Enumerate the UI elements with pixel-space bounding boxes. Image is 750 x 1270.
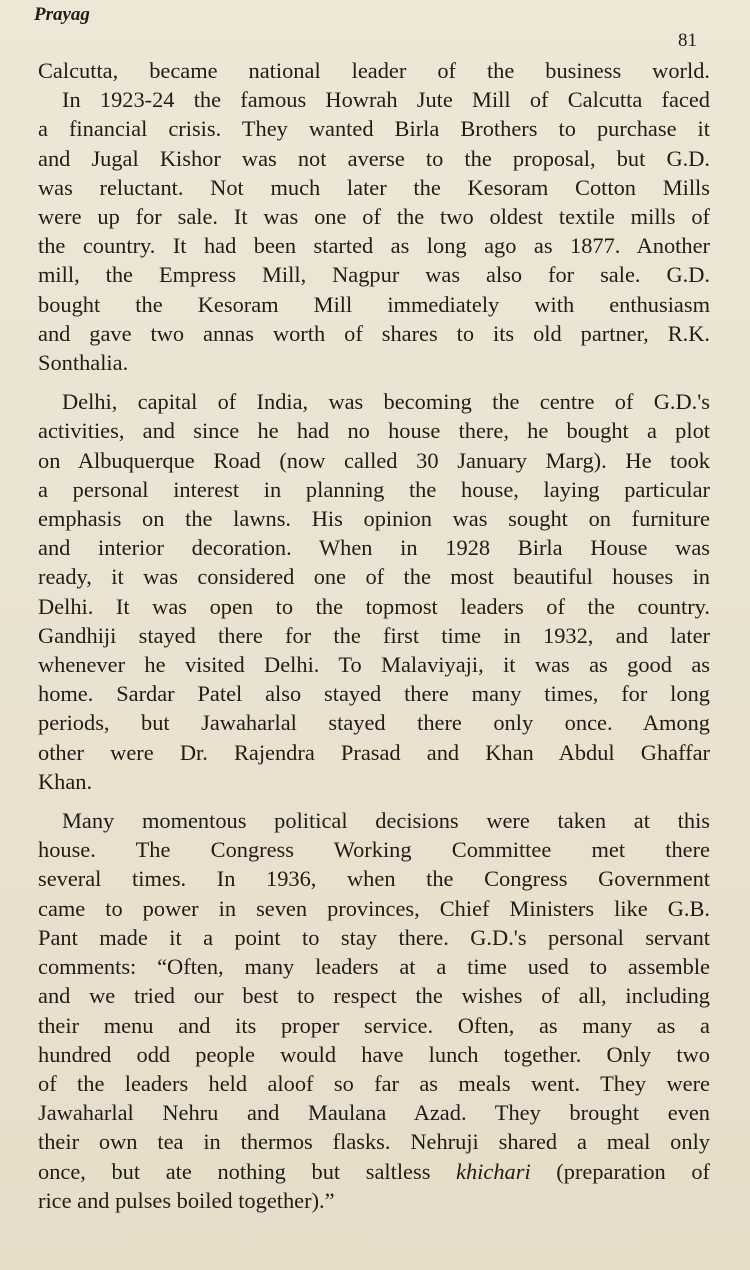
text-line: comments: “Often, many leaders at a time used to assemble [38,954,710,980]
text-line: Many momentous political decisions were taken at this [62,808,710,834]
text-line: their menu and its proper service. Often, as many as a [38,1012,710,1038]
text-line: and we tried our best to respect the wishes of all, including [38,983,710,1009]
text-line: a financial crisis. They wanted Birla Brothers to purchase it [38,116,710,142]
text-line: mill, the Empress Mill, Nagpur was also for sale. G.D. [38,262,710,288]
text-line: and interior decoration. When in 1928 Birla House was [38,535,710,561]
text-line: were up for sale. It was one of the two oldest textile mills of [38,204,710,230]
text-line: Jawaharlal Nehru and Maulana Azad. They brought even [38,1100,710,1126]
text-line: Calcutta, became national leader of the business world. [38,58,710,83]
text-line: came to power in seven provinces, Chief Ministers like G.B. [38,895,710,921]
page-number: 81 [678,30,697,51]
text-line: Khan. [38,768,93,794]
text-line: Sonthalia. [38,350,129,376]
text-line: other were Dr. Rajendra Prasad and Khan Abdul Ghaffar [38,739,710,765]
text-line: once, but ate nothing but saltless khichari (preparation of [38,1158,710,1184]
text-line: bought the Kesoram Mill immediately with enthusiasm [38,291,710,317]
text-line: rice and pulses boiled together).” [38,1187,335,1213]
text-line: several times. In 1936, when the Congress Government [38,866,710,892]
running-head: Prayag [34,4,90,25]
paragraph-1 [38,56,710,377]
text-line: house. The Congress Working Committee met there [38,837,710,863]
text-line: Gandhiji stayed there for the first time in 1932, and later [38,622,710,648]
text-line: periods, but Jawaharlal stayed there only once. Among [38,710,710,736]
text-line: Delhi, capital of India, was becoming the centre of G.D.'s [62,389,710,415]
text-line: home. Sardar Patel also stayed there many times, for long [38,681,710,707]
body-text [38,56,710,1215]
text-line: Delhi. It was open to the topmost leaders of the country. [38,593,710,619]
text-line: on Albuquerque Road (now called 30 January Marg). He took [38,447,710,473]
text-line: hundred odd people would have lunch together. Only two [38,1041,710,1067]
text-line: their own tea in thermos flasks. Nehruji shared a meal only [38,1129,710,1155]
text-line: was reluctant. Not much later the Kesoram Cotton Mills [38,174,710,200]
text-line: of the leaders held aloof so far as meals went. They were [38,1070,710,1096]
text-line: whenever he visited Delhi. To Malaviyaji, it was as good as [38,652,710,678]
text-line: Pant made it a point to stay there. G.D.'s personal servant [38,924,710,950]
text-line: the country. It had been started as long ago as 1877. Another [38,233,710,259]
text-line: and gave two annas worth of shares to its old partner, R.K. [38,320,710,346]
paragraph-2 [38,387,710,796]
text-line: a personal interest in planning the house, laying particular [38,476,710,502]
text-line: activities, and since he had no house there, he bought a plot [38,418,710,444]
text-line: emphasis on the lawns. His opinion was sought on furniture [38,506,710,532]
text-line: ready, it was considered one of the most beautiful houses in [38,564,710,590]
text-line: In 1923-24 the famous Howrah Jute Mill of Calcutta faced [62,87,710,113]
text-line: and Jugal Kishor was not averse to the proposal, but G.D. [38,145,710,171]
paragraph-3 [38,806,710,1215]
